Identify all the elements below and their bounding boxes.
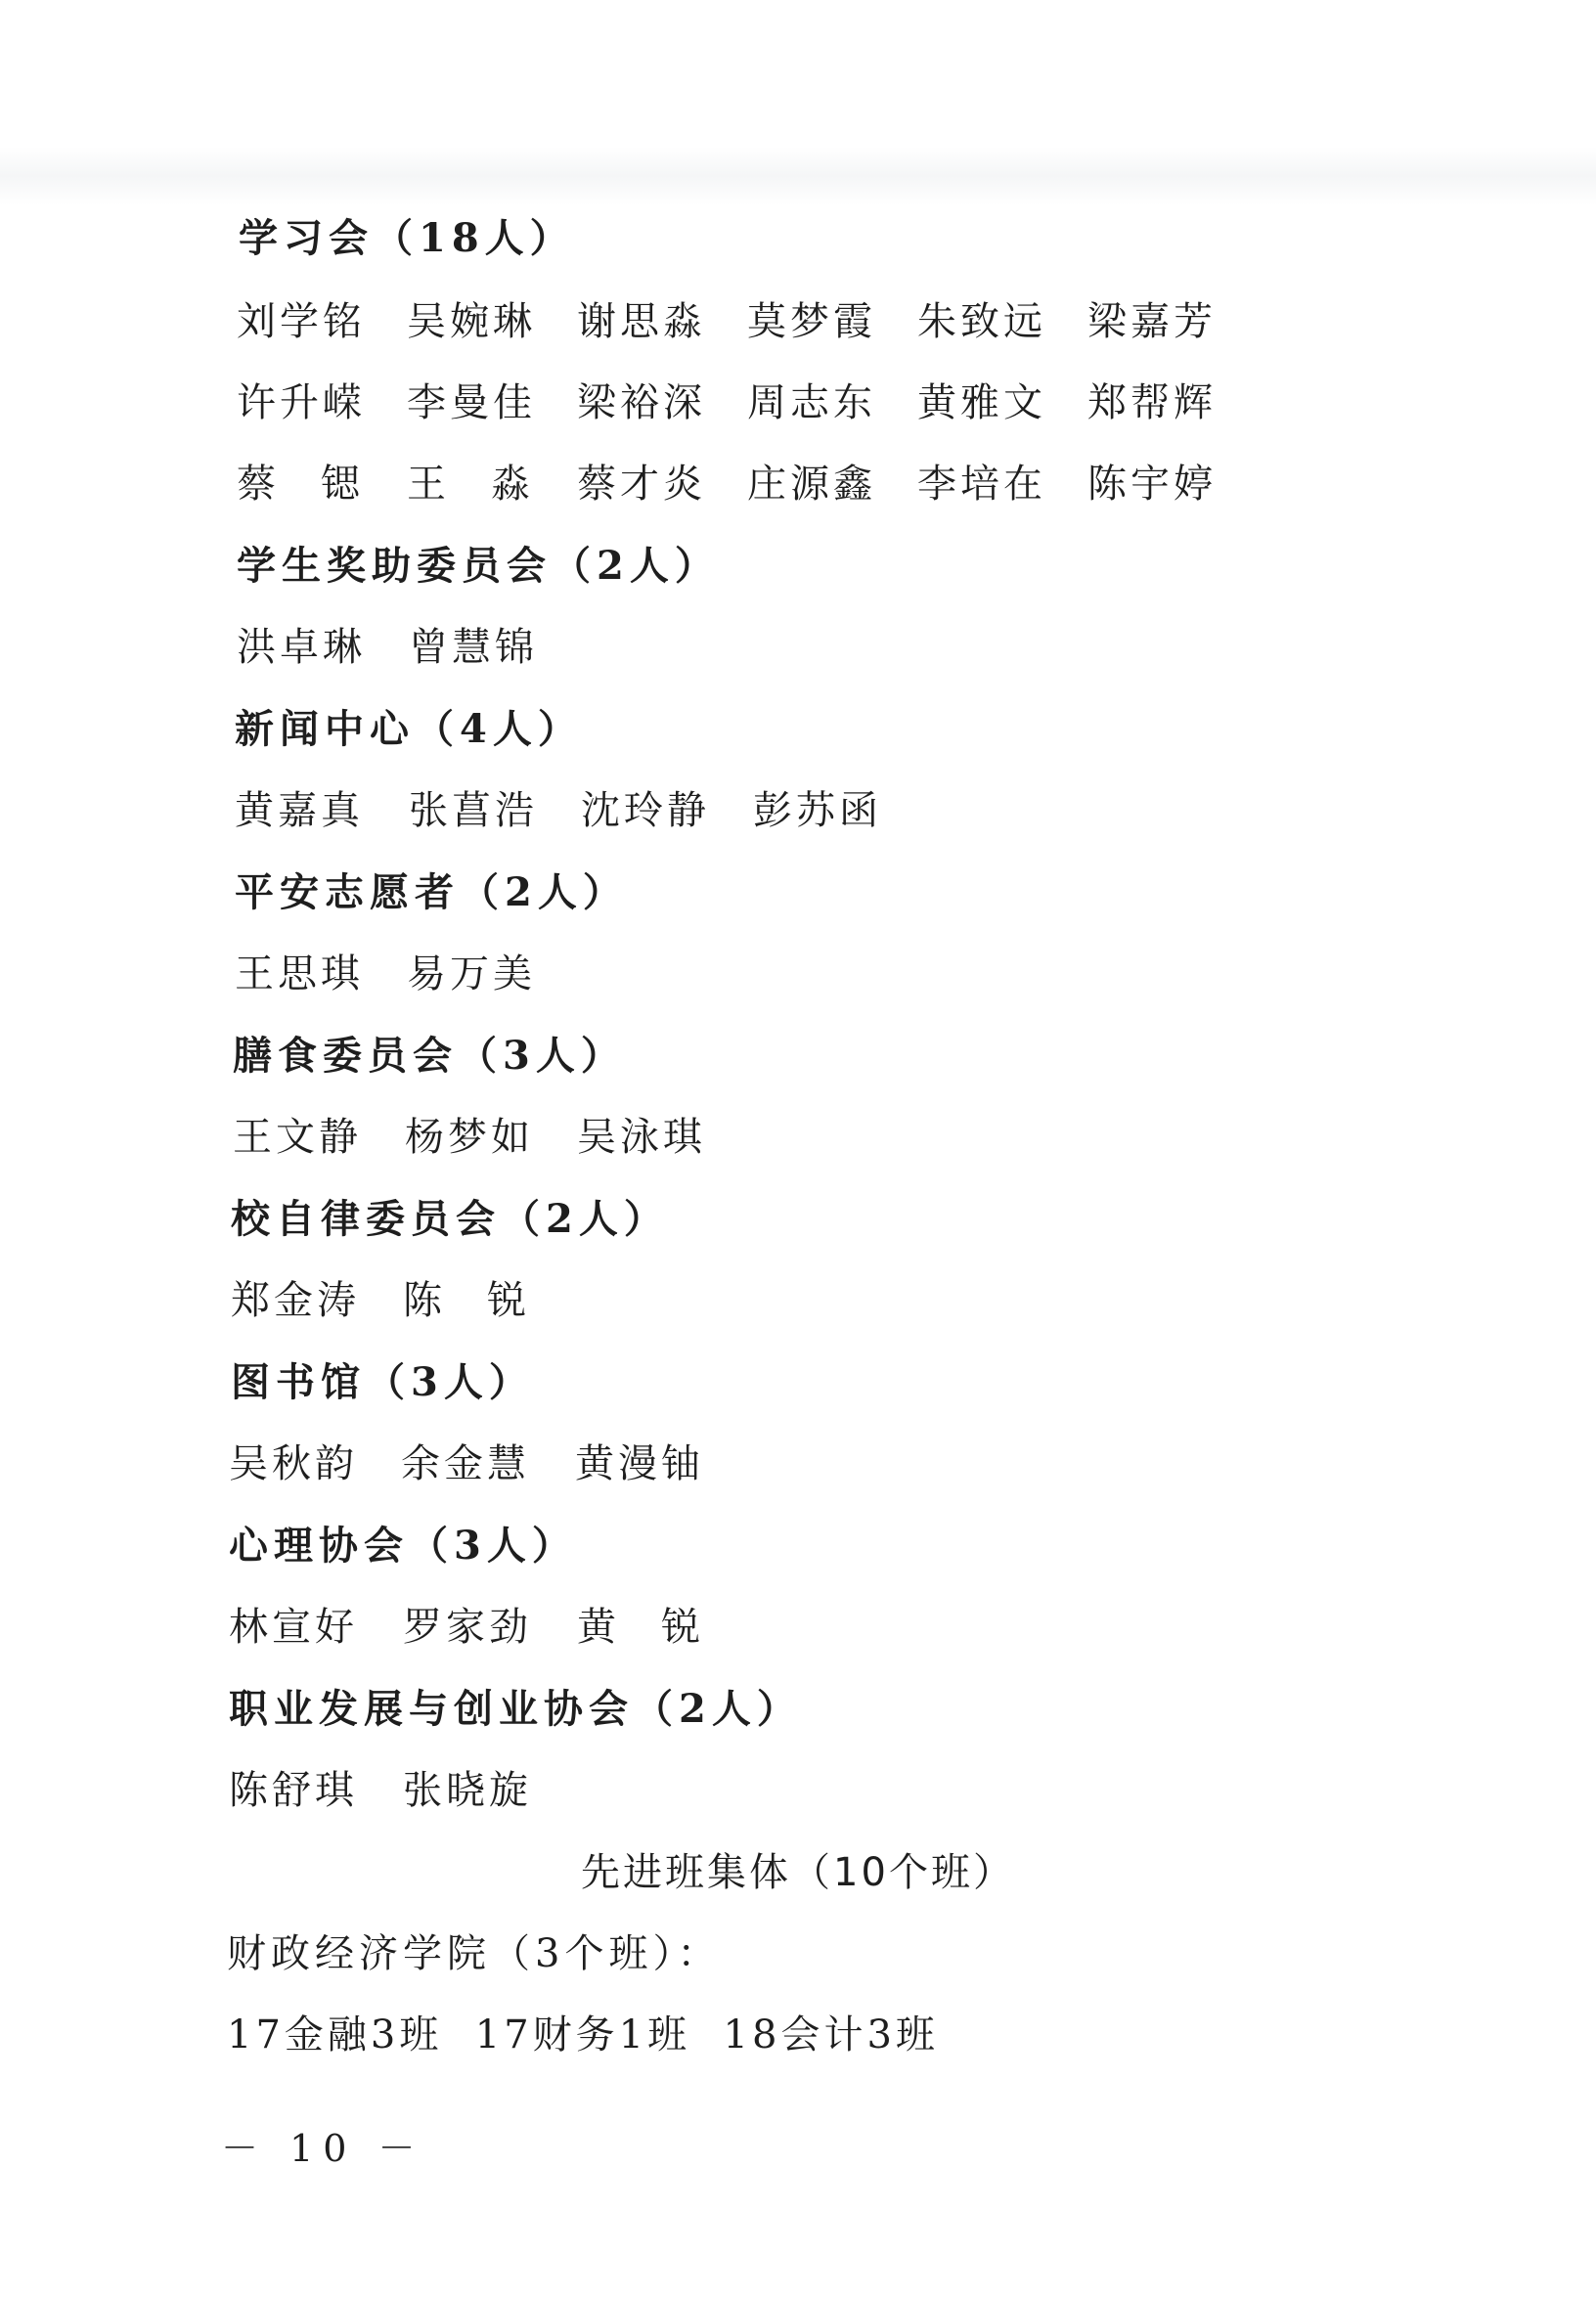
person-name: 梁嘉芳 [1087,299,1217,344]
person-name: 蔡锶 [237,462,405,507]
person-name: 庄源鑫 [747,462,876,507]
person-name: 罗家劲 [403,1605,532,1650]
section-heading: 校自律委员会（2人） [231,1196,669,1242]
section-heading: 职业发展与创业协会（2人） [229,1686,802,1732]
person-name: 杨梦如 [405,1115,534,1160]
section-heading: 新闻中心（4人） [235,706,583,752]
person-name: 彭苏函 [753,788,882,833]
section-heading: 学习会（18人） [239,215,575,261]
person-name: 许升嵘 [237,380,366,425]
person-name: 黄漫铀 [575,1441,704,1486]
person-name: 陈锐 [403,1278,571,1323]
class-list: 17金融3班 17财务1班 18会计3班 [227,2012,939,2057]
person-name: 林宣好 [229,1605,358,1650]
person-name: 周志东 [747,380,876,425]
person-name: 王文静 [233,1115,362,1160]
section-heading: 学生奖助委员会（2人） [237,543,720,589]
person-name: 黄嘉真 [235,788,364,833]
person-name: 吴泳琪 [577,1115,706,1160]
scan-edge-shadow [0,147,1596,205]
person-name: 郑金涛 [231,1278,360,1323]
college-heading: 财政经济学院（3个班）： [227,1931,722,1976]
person-name: 吴秋韵 [229,1441,358,1486]
page-number: － 10 － [221,2127,425,2170]
person-name: 陈宇婷 [1087,462,1217,507]
section-heading: 心理协会（3人） [229,1523,577,1569]
person-name: 王淼 [407,462,575,507]
section-heading: 膳食委员会（3人） [233,1033,626,1079]
person-name: 陈舒琪 [229,1768,358,1813]
person-name: 张菖浩 [409,788,538,833]
person-name: 洪卓琳 [237,625,366,670]
person-name: 莫梦霞 [747,299,876,344]
person-name: 谢思淼 [577,299,706,344]
person-name: 易万美 [407,951,536,996]
person-name: 余金慧 [401,1441,530,1486]
advanced-class-title: 先进班集体（10个班） [581,1850,1015,1895]
person-name: 蔡才炎 [577,462,706,507]
person-name: 沈玲静 [581,788,710,833]
person-name: 张晓旋 [403,1768,532,1813]
section-heading: 图书馆（3人） [231,1359,534,1405]
person-name: 曾慧锦 [409,625,538,670]
person-name: 刘学铭 [237,299,366,344]
person-name: 黄雅文 [917,380,1046,425]
person-name: 黄锐 [577,1605,745,1650]
person-name: 郑帮辉 [1087,380,1217,425]
person-name: 李培在 [917,462,1046,507]
person-name: 梁裕深 [577,380,706,425]
person-name: 王思琪 [235,951,364,996]
person-name: 李曼佳 [407,380,536,425]
person-name: 朱致远 [917,299,1046,344]
section-heading: 平安志愿者（2人） [235,869,628,915]
person-name: 吴婉琳 [407,299,536,344]
